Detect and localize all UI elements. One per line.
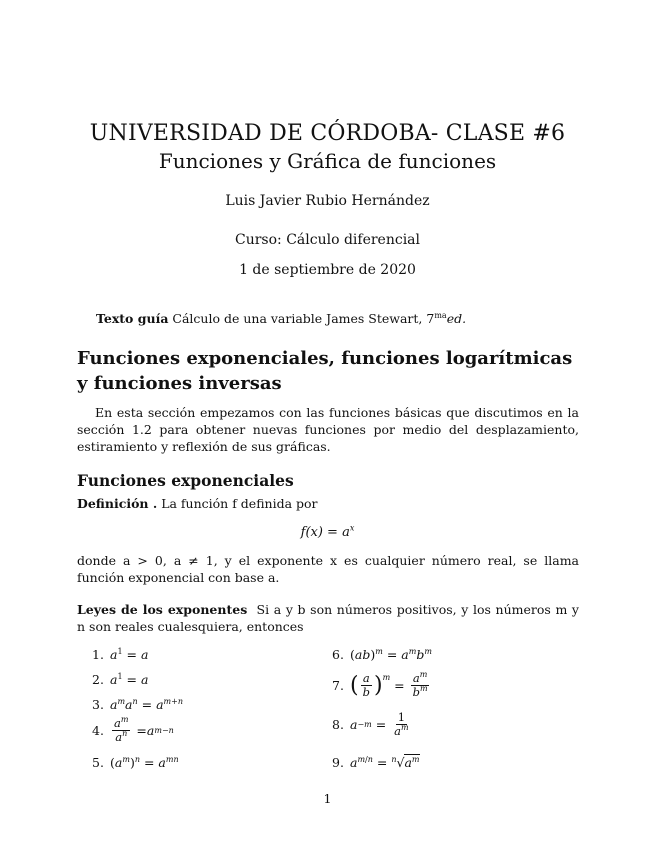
definition-text: La función f definida por (161, 496, 318, 511)
section-title: Funciones exponenciales, funciones logarítmicas y funciones inversas (77, 348, 573, 394)
law-1 (92, 647, 148, 662)
date: 1 de septiembre de 2020 (239, 262, 416, 278)
formula-exponent: x (349, 523, 355, 533)
law-5 (92, 755, 179, 770)
subsection-title: Funciones exponenciales (77, 471, 294, 490)
law-4-formula: $\frac{a^m}{a^n}$ = a m−n (114, 715, 174, 744)
course: Curso: Cálculo diferencial (235, 232, 420, 248)
law-8-formula: a −m = $\frac{1}{a^m}$ (350, 710, 409, 738)
law-6-number: 6. (332, 647, 344, 662)
definition-label: Definición . (77, 496, 158, 511)
section-intro: En esta sección empezamos con las funciones básicas que discutimos en la sección 1.2 para obtener nuevas funciones por medio del desplazamiento, estiramiento y reflexión de sus gráficas. (77, 405, 579, 454)
guide-sup: ma (434, 310, 447, 320)
definition-rest: donde a > 0, a ≠ 1, y el exponente x es cualquier número real, se llama función exponencial con base a. (77, 553, 579, 585)
law-5-number: 5. (92, 755, 104, 770)
guide-text (96, 311, 466, 326)
definition (77, 496, 318, 511)
guide-body: Cálculo de una variable James Stewart, 7 (172, 311, 435, 326)
law-4 (92, 717, 174, 744)
formula (0, 525, 655, 540)
formula-body: f(x) = a (300, 525, 350, 540)
law-1-number: 1. (92, 647, 104, 662)
law-2-number: 2. (92, 672, 104, 687)
author: Luis Javier Rubio Hernández (225, 193, 430, 209)
law-9-formula: $a^{m/n} = ^n√a^m$ (350, 754, 420, 770)
law-7-formula: ( $\frac{a}{b}$ ) $^m$ = $\frac{a^m}{b^m}$ (350, 670, 428, 699)
law-9-number: 9. (332, 755, 344, 770)
laws-paragraph (77, 601, 579, 635)
laws-label: Leyes de los exponentes (77, 602, 248, 617)
law-4-number: 4. (92, 723, 104, 738)
page-number: 1 (323, 791, 332, 806)
guide-label: Texto guía (96, 311, 169, 326)
law-7-number: 7. (332, 678, 344, 693)
law-1-formula: $a^1 = a$ (110, 646, 149, 662)
law-8-number: 8. (332, 717, 344, 732)
law-3 (92, 697, 183, 712)
law-9 (332, 755, 420, 770)
law-6-formula: $(ab)^m = a^mb^m$ (350, 646, 432, 662)
document-title: UNIVERSIDAD DE CÓRDOBA- CLASE #6 (89, 121, 566, 146)
guide-suffix: ed. (446, 311, 467, 326)
law-3-number: 3. (92, 697, 104, 712)
law-6 (332, 647, 432, 662)
document-subtitle: Funciones y Gráfica de funciones (158, 149, 497, 173)
law-2 (92, 672, 148, 687)
law-7 (332, 672, 432, 699)
law-8 (332, 711, 413, 738)
law-5-formula: $(a^m)^n = a^{mn}$ (110, 754, 179, 770)
laws-text: Si a y b son números positivos, y los números m y n son reales cualesquiera, entonces (77, 602, 579, 634)
law-2-formula: $a^1 = a$ (110, 671, 149, 687)
law-3-formula: $a^ma^n = a^{m+n}$ (110, 696, 183, 712)
